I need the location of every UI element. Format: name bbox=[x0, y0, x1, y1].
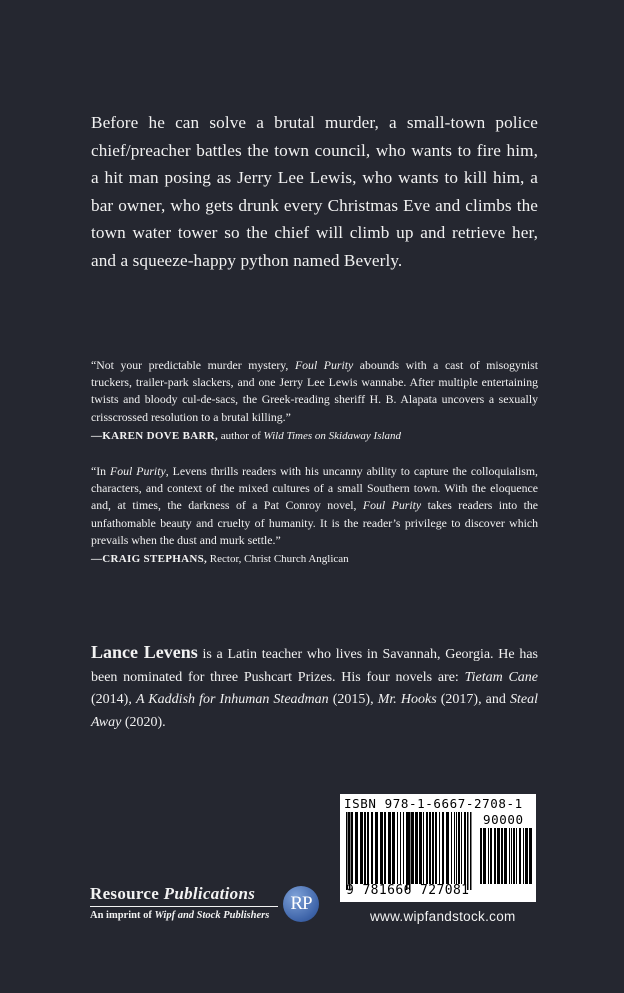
barcode-bar bbox=[348, 812, 349, 884]
barcode-bar bbox=[415, 812, 418, 884]
barcode-bar bbox=[419, 812, 422, 884]
rp-logo-icon: RP bbox=[283, 886, 319, 922]
barcode-bar bbox=[429, 812, 431, 884]
barcode-guard-bar bbox=[409, 812, 411, 890]
barcode-bar bbox=[456, 812, 457, 884]
author-bio: Lance Levens is a Latin teacher who lives in Savannah, Georgia. He has been nominated for three Pushcart Prizes. His four novels are: Tietam Cane (2014), A Kaddish for Inhuman Steadman (2015), Mr. Hooks (2017), and Steal Away (2020). bbox=[91, 642, 538, 730]
barcode-bar bbox=[439, 812, 440, 884]
endorsement-1-text: “Not your predictable murder mystery, Foul Purity abounds with a cast of misogynist truckers, trailer-park slackers, and one Jerry Lee Lewis wannabe. After multiple entertaining twists and bloody cul-de-sacs, the Greek-reading sheriff H. B. Alapata uncovers a sexually crisscrossed resolution to a brutal killing.” bbox=[91, 358, 538, 424]
barcode-bar bbox=[461, 812, 462, 884]
barcode-bar bbox=[360, 812, 363, 884]
barcode-bar bbox=[397, 812, 398, 884]
barcode-bar bbox=[403, 812, 404, 884]
barcode-bar bbox=[454, 812, 455, 884]
barcode-bar bbox=[392, 812, 395, 884]
barcode-bar bbox=[367, 812, 369, 884]
barcode-bar bbox=[458, 812, 460, 884]
barcode-bar bbox=[375, 812, 378, 884]
endorsements bbox=[91, 357, 538, 586]
barcode-bar bbox=[435, 812, 437, 884]
barcode-bar bbox=[442, 812, 444, 884]
barcode-bar bbox=[501, 828, 503, 884]
publisher-name: Resource Publications bbox=[90, 884, 256, 903]
endorsement-2-attribution: —CRAIG STEPHANS, Rector, Christ Church Anglican bbox=[91, 553, 349, 566]
barcode-bar bbox=[400, 812, 401, 884]
barcode-guard-bar bbox=[349, 812, 351, 890]
barcode-bar bbox=[497, 828, 500, 884]
publisher-imprint bbox=[90, 884, 278, 921]
isbn-barcode bbox=[340, 794, 536, 902]
endorsement-2 bbox=[91, 463, 538, 568]
barcode-bar bbox=[432, 812, 434, 884]
barcode-bar bbox=[364, 812, 366, 884]
barcode-bar bbox=[384, 812, 386, 884]
author-name: Lance Levens bbox=[91, 642, 198, 662]
endorsement-1 bbox=[91, 357, 538, 445]
price-code: 90000 bbox=[483, 812, 524, 827]
barcode-bar bbox=[464, 812, 466, 884]
endorsement-2-text: “In Foul Purity, Levens thrills readers with his uncanny ability to capture the colloquialism, characters, and context of the mixed cultures of a small Southern town. With the eloquence and, at times, the darkness of a Pat Conroy novel, Foul Purity takes readers into the unfathomable beauty and cruelty of humanity. It is the reader’s privilege to discover which prevails when the dust and murk settle.” bbox=[91, 464, 539, 547]
barcode-bar bbox=[446, 812, 449, 884]
barcode-bar bbox=[490, 828, 492, 884]
endorsement-1-attribution: —KAREN DOVE BARR, author of Wild Times on Skidaway Island bbox=[91, 429, 402, 442]
barcode-bar bbox=[488, 828, 489, 884]
barcode-bar bbox=[519, 828, 521, 884]
barcode-bar bbox=[423, 812, 424, 884]
back-cover-blurb: Before he can solve a brutal murder, a small-town police chief/preacher battles the town council, who wants to fire him, a hit man posing as Jerry Lee Lewis, who wants to kill him, a bar owner, who gets drunk every Christmas Eve and climbs the town water tower so the chief will climb up and retrieve her, and a squeeze-happy python named Beverly. bbox=[91, 113, 538, 270]
barcode-digits: 9 781666 727081 bbox=[346, 883, 470, 898]
isbn-label: ISBN 978-1-6667-2708-1 bbox=[344, 796, 523, 811]
barcode-bar bbox=[483, 828, 486, 884]
barcode-bar bbox=[494, 828, 496, 884]
barcode-bar bbox=[451, 812, 452, 884]
barcode-bar bbox=[426, 812, 428, 884]
barcode-bar bbox=[523, 828, 524, 884]
barcode-bar bbox=[355, 812, 358, 884]
barcode-bar bbox=[516, 828, 517, 884]
barcode-bar bbox=[371, 812, 373, 884]
barcode-guard-bar bbox=[406, 812, 408, 890]
publisher-rule bbox=[90, 906, 278, 907]
barcode-guard-bar bbox=[346, 812, 348, 890]
barcode-bar bbox=[525, 828, 528, 884]
publisher-imprint-line: An imprint of Wipf and Stock Publishers bbox=[90, 910, 270, 921]
barcode-bar bbox=[513, 828, 515, 884]
barcode-bar bbox=[351, 812, 353, 884]
barcode-bar bbox=[529, 828, 532, 884]
publisher-website: www.wipfandstock.com bbox=[370, 909, 516, 924]
barcode-bar bbox=[411, 812, 414, 884]
barcode-bar bbox=[480, 828, 482, 884]
barcode-guard-bar bbox=[467, 812, 469, 890]
barcode-bar bbox=[509, 828, 510, 884]
barcode-bar bbox=[504, 828, 507, 884]
barcode-bar bbox=[511, 828, 512, 884]
barcode-bar bbox=[380, 812, 383, 884]
barcode-guard-bar bbox=[470, 812, 472, 890]
barcode-bar bbox=[388, 812, 391, 884]
